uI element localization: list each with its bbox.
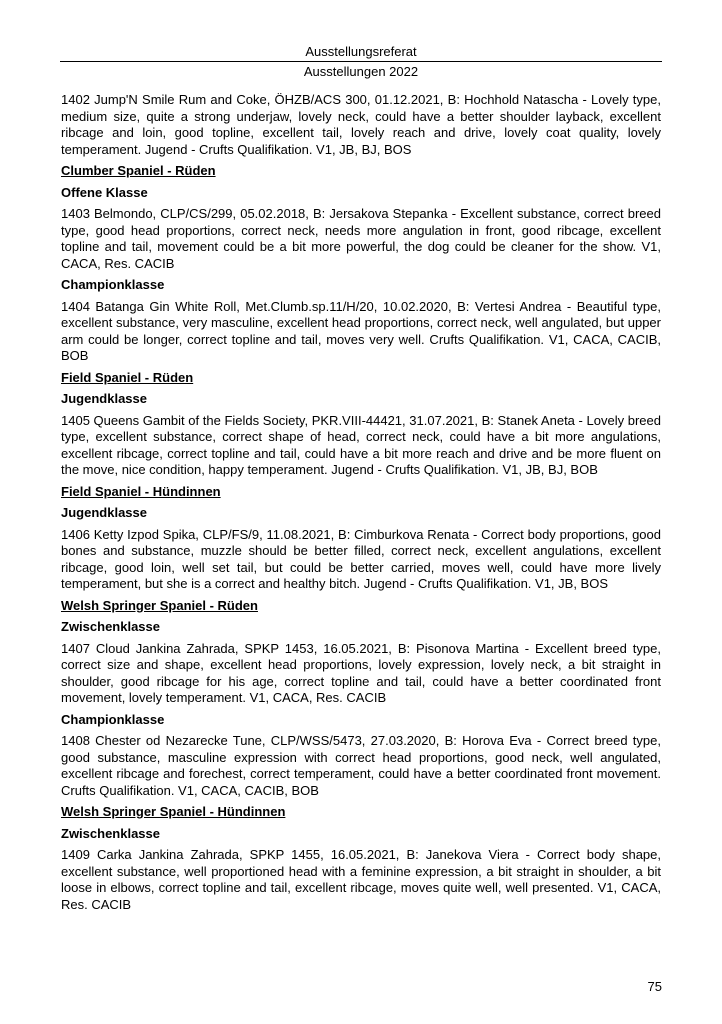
header-rule (60, 61, 662, 62)
section-heading: Field Spaniel - Hündinnen (61, 483, 221, 499)
page-header (60, 43, 662, 80)
class-heading: Zwischenklasse (61, 619, 160, 634)
section-heading: Welsh Springer Spaniel - Hündinnen (61, 804, 286, 819)
class-heading: Zwischenklasse (61, 825, 160, 841)
entry-1405: 1405 Queens Gambit of the Fields Society, PKR.VIII-44421, 31.07.2021, B: Stanek Aneta - Lovely breed type, excellent substance, correct shape of head, correct neck, could have a bit more angulations, excellent ribcage, correct topline and tail, could have a bit more reach and drive and be more fluent on the move, nice condition, happy temperament. Jugend - Crufts Qualifikation. V1, JB, BJ, BOB (61, 412, 661, 477)
class-heading: Jugendklasse (61, 505, 147, 520)
section-heading: Welsh Springer Spaniel - Rüden (61, 597, 258, 613)
entry-1403: 1403 Belmondo, CLP/CS/299, 05.02.2018, B: Jersakova Stepanka - Excellent substance, correct breed type, good head proportions, correct neck, needs more angulation in front, good ribcage, excellent topline and tail, movement could be a bit more powerful, the dog could be cleaner for the show. V1, CACA, Res. CACIB (61, 206, 661, 271)
page-content (61, 92, 661, 918)
entry-1407: 1407 Cloud Jankina Zahrada, SPKP 1453, 16.05.2021, B: Pisonova Martina - Excellent breed type, correct size and shape, excellent head proportions, lovely expression, lovely neck, a bit straight in shoulder, good ribcage for his age, correct topline and tail, could have a better coordinated front movement, lovely temperament. V1, CACA, Res. CACIB (61, 640, 661, 705)
section-heading: Field Spaniel - Rüden (61, 369, 194, 385)
class-heading: Championklasse (61, 711, 165, 727)
section-heading: Clumber Spaniel - Rüden (61, 163, 216, 178)
class-heading: Jugendklasse (61, 391, 147, 406)
page-number: 75 (647, 979, 662, 994)
entry-1404: 1404 Batanga Gin White Roll, Met.Clumb.sp.11/H/20, 10.02.2020, B: Vertesi Andrea - Beautiful type, excellent substance, very masculine, excellent head proportions, correct neck, well angulated, but upper arm could be longer, correct topline and tail, moves very well. Crufts Qualifikation. V1, CACA, CACIB, BOB (61, 298, 661, 363)
header-title: Ausstellungsreferat (305, 44, 417, 59)
entry-1408: 1408 Chester od Nezarecke Tune, CLP/WSS/5473, 27.03.2020, B: Horova Eva - Correct breed type, good substance, masculine expression with correct head proportions, good neck, well angulated, excellent ribcage and forechest, correct temperament, could have a better coordinated front movement. Crufts Qualifikation. V1, CACA, CACIB, BOB (61, 733, 661, 798)
entry-1406: 1406 Ketty Izpod Spika, CLP/FS/9, 11.08.2021, B: Cimburkova Renata - Correct body proportions, good bones and substance, muzzle should be better filled, correct neck, excellent angulations, excellent ribcage, good loin, well set tail, but could be better carried, moves well, could have more lively temperament, but she is a correct and healthy bitch. Jugend - Crufts Qualifikation. V1, JB, BOS (61, 526, 661, 591)
entry-1409: 1409 Carka Jankina Zahrada, SPKP 1455, 16.05.2021, B: Janekova Viera - Correct body shape, excellent substance, well proportioned head with a feminine expression, a bit straight in shoulder, a bit loose in elbows, correct topline and tail, excellent ribcage, moves quite well, well presented. V1, CACA, Res. CACIB (61, 847, 661, 912)
class-heading: Offene Klasse (61, 184, 148, 200)
entry-1402: 1402 Jump'N Smile Rum and Coke, ÖHZB/ACS 300, 01.12.2021, B: Hochhold Natascha - Lovely type, medium size, quite a strong underjaw, lovely neck, could have a better shoulder layback, excellent ribcage and loin, good topline, excellent tail, lovely reach and drive, lovely coat quality, lovely temperament. Jugend - Crufts Qualifikation. V1, JB, BJ, BOS (61, 92, 661, 157)
header-subtitle: Ausstellungen 2022 (303, 64, 419, 79)
class-heading: Championklasse (61, 277, 165, 292)
